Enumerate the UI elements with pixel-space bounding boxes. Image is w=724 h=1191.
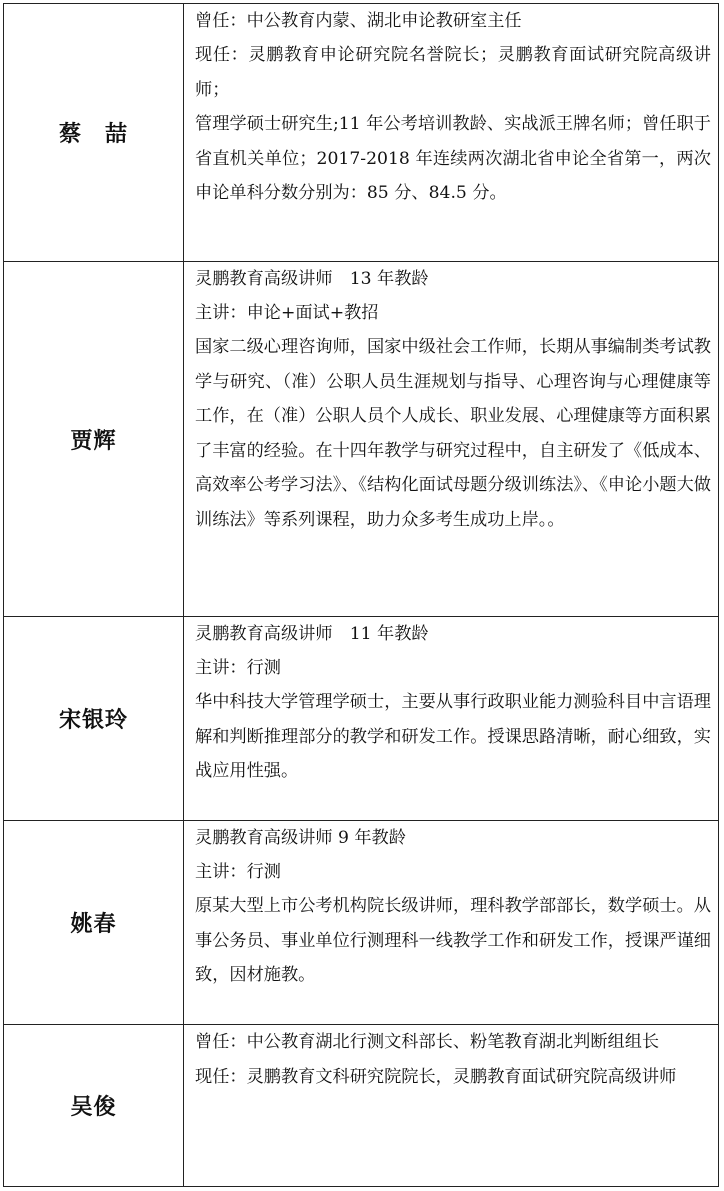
- description-line: 灵鹏教育高级讲师 9 年教龄: [195, 828, 406, 848]
- description-line: 原某大型上市公考机构院长级讲师，理科教学部部长，数学硕士。从事公务员、事业单位行测理科一线教学工作和研发工作，授课严谨细致，因材施教。: [195, 896, 711, 985]
- table-row: [4, 1025, 719, 1187]
- description-line: 曾任：中公教育湖北行测文科部长、粉笔教育湖北判断组组长: [195, 1032, 660, 1052]
- description-line: 主讲：申论+面试+教招: [195, 303, 379, 323]
- teacher-table: [3, 3, 719, 1187]
- description-line: 管理学硕士研究生;11 年公考培训教龄、实战派王牌名师；曾任职于省直机关单位；2017-2018 年连续两次湖北省申论全省第一，两次申论单科分数分别为：85 分、84.5 分。: [195, 114, 711, 203]
- description-line: 华中科技大学管理学硕士，主要从事行政职业能力测验科目中言语理解和判断推理部分的教学和研发工作。授课思路清晰，耐心细致，实战应用性强。: [195, 692, 711, 781]
- description-line: 国家二级心理咨询师，国家中级社会工作师，长期从事编制类考试教学与研究、（准）公职人员生涯规划与指导、心理咨询与心理健康等工作，在（准）公职人员个人成长、职业发展、心理健康等方面积累了丰富的经验。在十四年教学与研究过程中，自主研发了《低成本、高效率公考学习法》、《结构化面试母题分级训练法》、《申论小题大做训练法》等系列课程，助力众多考生成功上岸。。: [195, 337, 711, 530]
- teacher-name: 宋银玲: [4, 617, 184, 821]
- teacher-name: 吴俊: [4, 1025, 184, 1187]
- description-line: 现任：灵鹏教育申论研究院名誉院长；灵鹏教育面试研究院高级讲师；: [195, 45, 711, 100]
- description-line: 现任：灵鹏教育文科研究院院长，灵鹏教育面试研究院高级讲师: [195, 1066, 677, 1087]
- teacher-description: [184, 821, 719, 1025]
- table-row: [4, 617, 719, 821]
- description-line: 主讲：行测: [195, 658, 281, 678]
- description-line: 灵鹏教育高级讲师 11 年教龄: [195, 624, 429, 644]
- teacher-name: 贾辉: [4, 262, 184, 617]
- teacher-name: 姚春: [4, 821, 184, 1025]
- description-line: 主讲：行测: [195, 862, 281, 882]
- teacher-description: [184, 617, 719, 821]
- teacher-description: [184, 1025, 719, 1187]
- table-row: [4, 821, 719, 1025]
- teacher-description: [184, 4, 719, 262]
- description-line: 曾任：中公教育内蒙、湖北申论教研室主任: [195, 11, 522, 31]
- teacher-name: 蔡 喆: [4, 4, 184, 262]
- table-row: [4, 262, 719, 617]
- teacher-description: [184, 262, 719, 617]
- table-row: [4, 4, 719, 262]
- description-line: 灵鹏教育高级讲师 13 年教龄: [195, 269, 429, 289]
